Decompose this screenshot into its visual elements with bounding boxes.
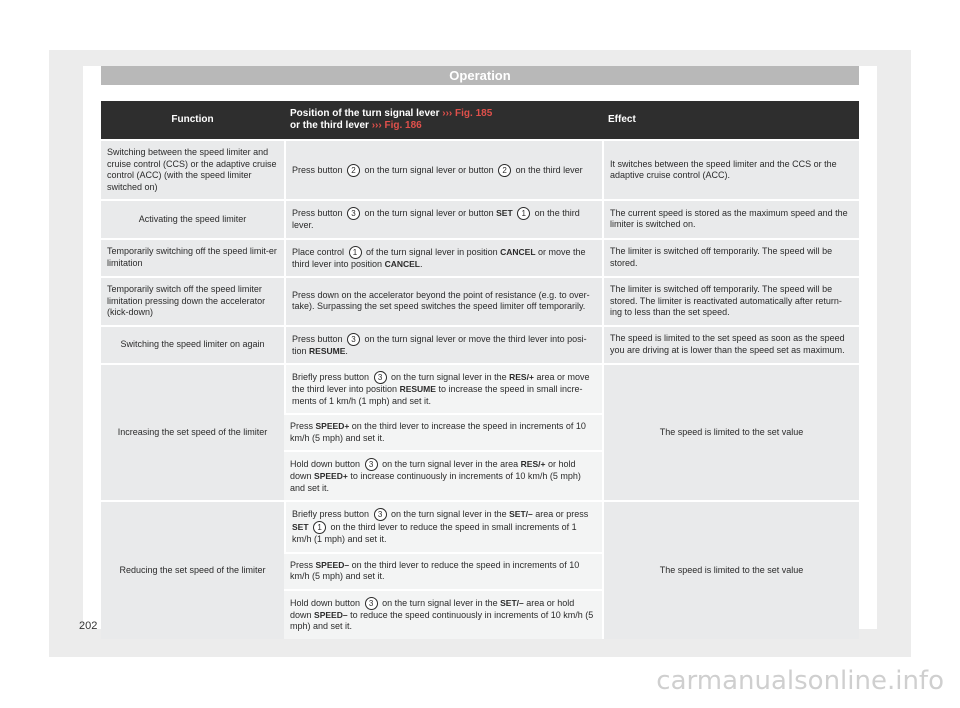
- operation-table: [101, 101, 859, 639]
- position-cell: Press button 3 on the turn signal lever or move the third lever into posi-tion RESUME.: [284, 325, 602, 364]
- res-plus-label: RES/+: [509, 371, 534, 382]
- position-cell: Press button 3 on the turn signal lever or button SET 1 on the third lever.: [284, 199, 602, 238]
- function-cell: Switching the speed limiter on again: [101, 325, 284, 364]
- button-number-badge: 3: [365, 458, 378, 471]
- speed-minus-label: SPEED–: [315, 559, 350, 570]
- table-row: [101, 276, 859, 325]
- position-cell: Briefly press button 3 on the turn signal lever in the SET/– area or press SET 1 on the third lever to reduce the speed in small increments of 1 km/h (1 mph) and set it.: [284, 500, 602, 552]
- function-cell: Temporarily switching off the speed limit-er limitation: [101, 238, 284, 277]
- button-number-badge: 1: [517, 207, 530, 220]
- button-number-badge: 2: [498, 164, 511, 177]
- function-cell: Activating the speed limiter: [101, 199, 284, 238]
- set-button-label: SET: [292, 521, 309, 532]
- header-effect: Effect: [602, 101, 859, 139]
- function-cell: Reducing the set speed of the limiter: [101, 500, 284, 639]
- effect-cell: The speed is limited to the set value: [602, 500, 859, 639]
- function-cell: Increasing the set speed of the limiter: [101, 363, 284, 500]
- position-cell: Place control 1 of the turn signal lever in position CANCEL or move the third lever into position CANCEL.: [284, 238, 602, 277]
- table-row: [101, 363, 859, 413]
- header-position: [284, 101, 602, 139]
- effect-cell: The limiter is switched off temporarily. The speed will be stored. The limiter is reactivated automatically after return-ing to less than the set speed.: [602, 276, 859, 325]
- speed-plus-label: SPEED+: [314, 471, 348, 481]
- set-minus-label: SET/–: [500, 597, 524, 608]
- page-number: 202: [79, 620, 98, 632]
- effect-cell: It switches between the speed limiter and the CCS or the adaptive cruise control (ACC).: [602, 139, 859, 199]
- set-button-label: SET: [496, 207, 513, 218]
- figure-ref-186[interactable]: ››› Fig. 186: [371, 120, 422, 131]
- button-number-badge: 1: [313, 521, 326, 534]
- effect-cell: The speed is limited to the set value: [602, 363, 859, 500]
- section-banner: Operation: [101, 66, 859, 85]
- header-function: Function: [101, 101, 284, 139]
- position-cell: Press SPEED– on the third lever to reduce the speed in increments of 10 km/h (5 mph) and set it.: [284, 552, 602, 589]
- speed-plus-label: SPEED+: [315, 421, 350, 431]
- table-row: [101, 238, 859, 277]
- effect-cell: The limiter is switched off temporarily. The speed will be stored.: [602, 238, 859, 277]
- position-cell: Press SPEED+ on the third lever to increase the speed in increments of 10 km/h (5 mph) and set it.: [284, 413, 602, 450]
- resume-label: RESUME: [309, 345, 346, 356]
- header-position-line1: Position of the turn signal lever: [290, 108, 443, 119]
- position-cell: Press down on the accelerator beyond the point of resistance (e.g. to over-take). Surpassing the set speed switches the speed limiter off temporarily.: [284, 276, 602, 325]
- watermark: carmanualsonline.info: [656, 666, 944, 696]
- position-cell: Briefly press button 3 on the turn signal lever in the RES/+ area or move the third lever into position RESUME to increase the speed in small incre-ments of 1 km/h (1 mph) and set it.: [284, 363, 602, 413]
- res-plus-label: RES/+: [520, 458, 546, 469]
- button-number-badge: 2: [347, 164, 360, 177]
- button-number-badge: 3: [347, 207, 360, 220]
- cancel-label: CANCEL: [500, 246, 536, 257]
- effect-cell: The speed is limited to the set speed as soon as the speed you are driving at is lower than the speed set as maximum.: [602, 325, 859, 364]
- button-number-badge: 3: [374, 371, 387, 384]
- position-cell: Hold down button 3 on the turn signal lever in the area RES/+ or hold down SPEED+ to increase continuously in increments of 10 km/h (5 mph) and set it.: [284, 450, 602, 500]
- button-number-badge: 1: [349, 246, 362, 259]
- function-cell: Temporarily switch off the speed limiter limitation pressing down the accelerator (kick-down): [101, 276, 284, 325]
- table-row: [101, 199, 859, 238]
- button-number-badge: 3: [347, 333, 360, 346]
- effect-cell: The current speed is stored as the maximum speed and the limiter is switched on.: [602, 199, 859, 238]
- figure-ref-185[interactable]: ››› Fig. 185: [442, 108, 493, 119]
- table-row: [101, 139, 859, 199]
- button-number-badge: 3: [365, 597, 378, 610]
- function-cell: Switching between the speed limiter and cruise control (CCS) or the adaptive cruise control (ACC) (with the speed limiter switched on): [101, 139, 284, 199]
- table-row: [101, 325, 859, 364]
- header-position-line2: or the third lever: [290, 120, 372, 131]
- position-cell: Press button 2 on the turn signal lever or button 2 on the third lever: [284, 139, 602, 199]
- cancel-label: CANCEL: [384, 258, 420, 269]
- position-cell: Hold down button 3 on the turn signal lever in the SET/– area or hold down SPEED– to reduce the speed continuously in increments of 10 km/h (5 mph) and set it.: [284, 589, 602, 639]
- button-number-badge: 3: [374, 508, 387, 521]
- resume-label: RESUME: [399, 384, 436, 394]
- speed-minus-label: SPEED–: [314, 609, 348, 620]
- table-header-row: [101, 101, 859, 139]
- set-minus-label: SET/–: [509, 508, 533, 519]
- table-row: [101, 500, 859, 552]
